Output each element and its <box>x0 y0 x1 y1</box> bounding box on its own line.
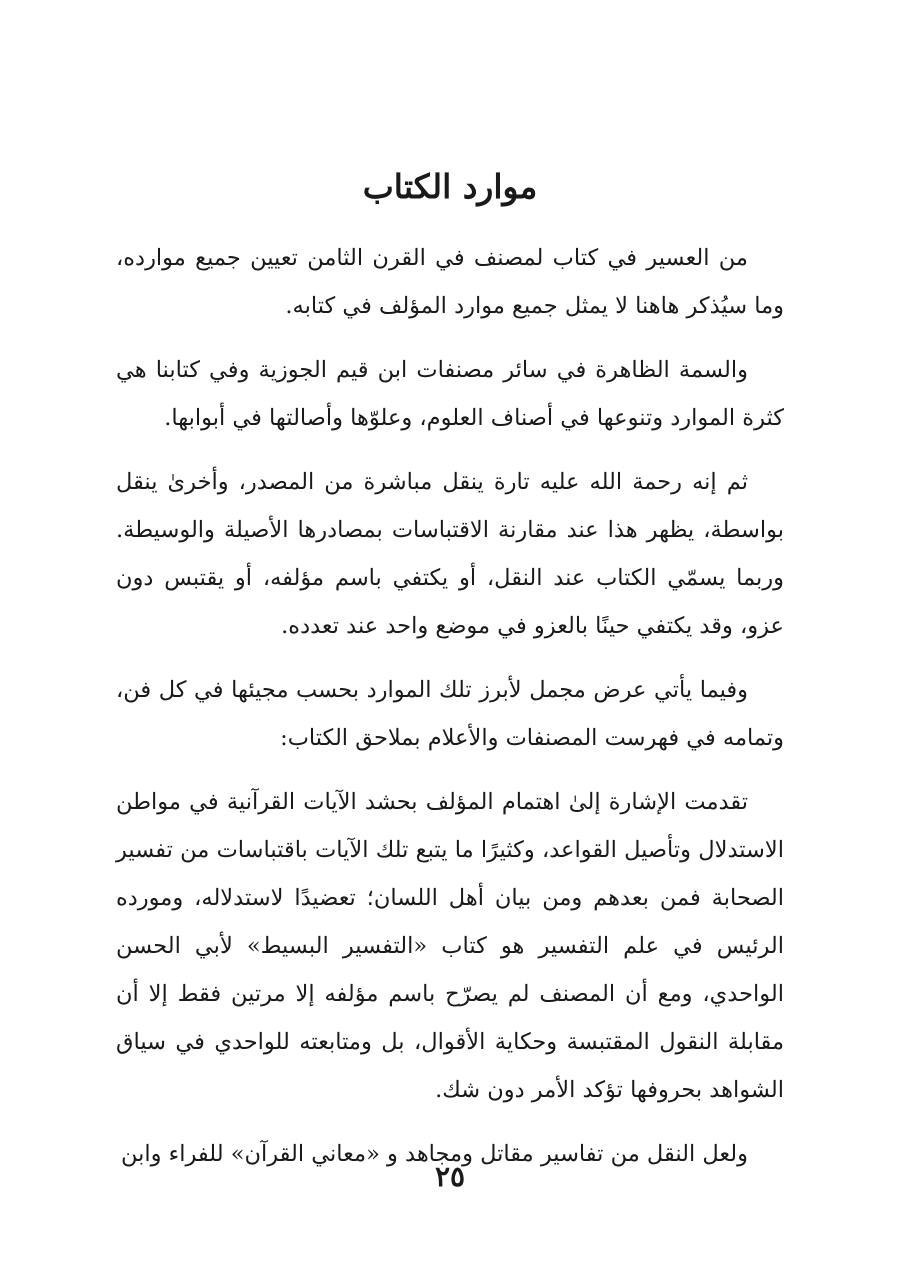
paragraph-1: من العسير في كتاب لمصنف في القرن الثامن تعيين جميع موارده، وما سيُذكر هاهنا لا يمثل جميع موارد المؤلف في كتابه. <box>116 245 784 319</box>
body-text <box>116 234 784 1178</box>
paragraph-2: والسمة الظاهرة في سائر مصنفات ابن قيم الجوزية وفي كتابنا هي كثرة الموارد وتنوعها في أصناف العلوم، وعلوّها وأصالتها في أبوابها. <box>116 357 784 431</box>
paragraph-5: تقدمت الإشارة إلىٰ اهتمام المؤلف بحشد الآيات القرآنية في مواطن الاستدلال وتأصيل القواعد، وكثيرًا ما يتبع تلك الآيات باقتباسات من تفسير الصحابة فمن بعدهم ومن بيان أهل اللسان؛ تعضيدًا لاستدلاله، ومورده الرئيس في علم التفسير هو كتاب «التفسير البسيط» لأبي الحسن الواحدي، ومع أن المصنف لم يصرّح باسم مؤلفه إلا مرتين فقط إلا أن مقابلة النقول المقتبسة وحكاية الأقوال، بل ومتابعته للواحدي في سياق الشواهد بحروفها تؤكد الأمر دون شك. <box>116 789 784 1103</box>
page-title: موارد الكتاب <box>362 167 538 206</box>
paragraph-4: وفيما يأتي عرض مجمل لأبرز تلك الموارد بحسب مجيئها في كل فن، وتمامه في فهرست المصنفات والأعلام بملاحق الكتاب: <box>116 677 784 751</box>
page-number: ٢٥ <box>434 1160 466 1193</box>
paragraph-6: ولعل النقل من تفاسير مقاتل ومجاهد و «معاني القرآن» للفراء وابن <box>120 1141 748 1167</box>
paragraph-3: ثم إنه رحمة الله عليه تارة ينقل مباشرة من المصدر، وأخرىٰ ينقل بواسطة، يظهر هذا عند مقارنة الاقتباسات بمصادرها الأصيلة والوسيطة. وربما يسمّي الكتاب عند النقل، أو يكتفي باسم مؤلفه، أو يقتبس دون عزو، وقد يكتفي حينًا بالعزو في موضع واحد عند تعدده. <box>116 469 784 639</box>
